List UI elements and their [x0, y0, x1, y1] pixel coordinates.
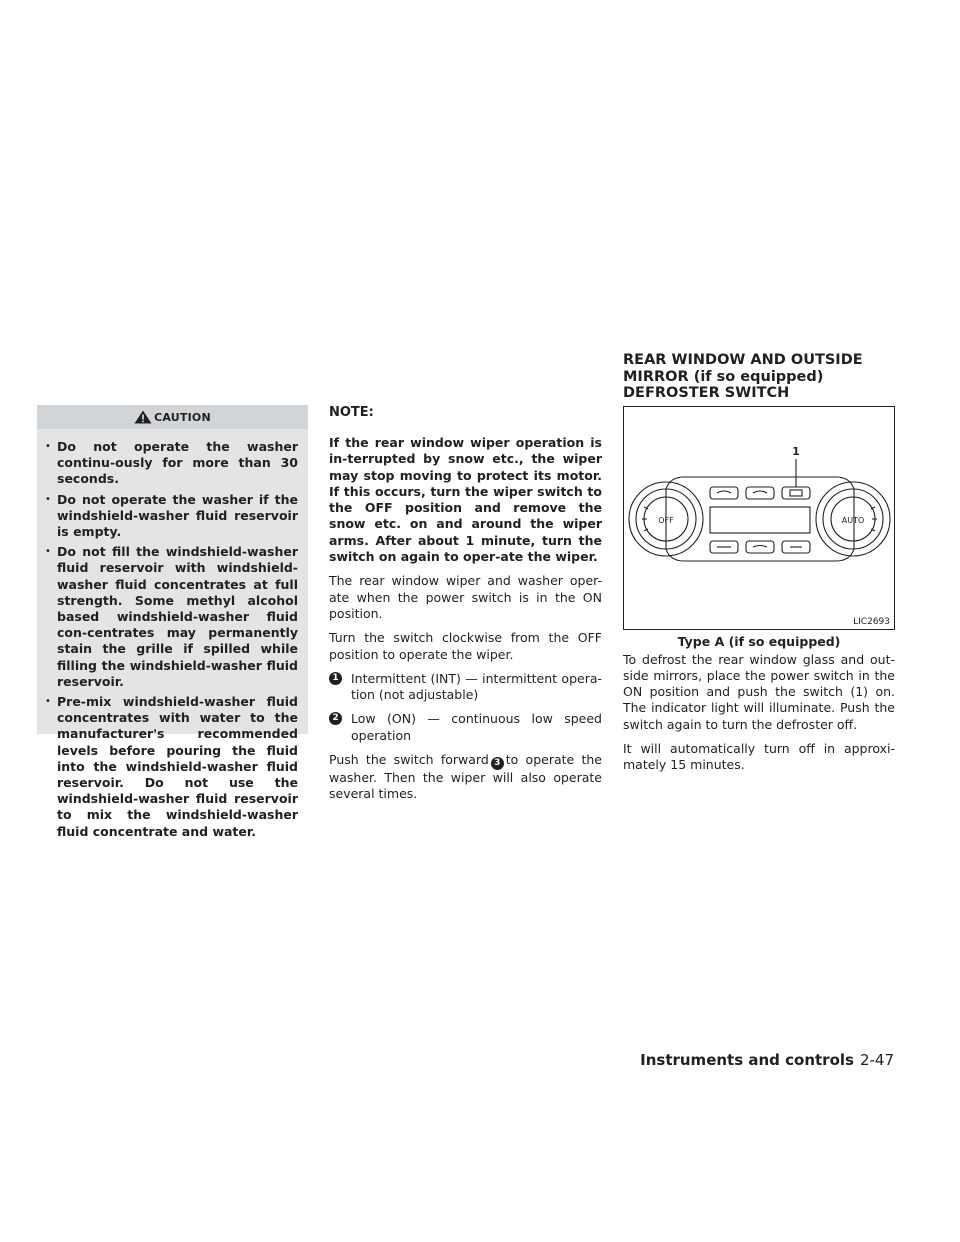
right-knob-label: AUTO	[841, 515, 865, 525]
numbered-item-text: Low (ON) — continuous low speed operation	[351, 711, 602, 743]
footer-section-name: Instruments and controls	[640, 1051, 854, 1069]
push-switch-paragraph	[329, 752, 602, 803]
turn-switch-paragraph: Turn the switch clockwise from the OFF position to operate the wiper.	[329, 630, 602, 662]
callout-number: 1	[792, 444, 800, 458]
note-body: If the rear window wiper operation is in-terrupted by snow etc., the wiper may stop moving to protect its motor. If this occurs, turn the wiper switch to the OFF position and remove the snow etc. on and around the wiper arms. After about 1 minute, turn the switch on again to oper-ate the wiper.	[329, 435, 602, 565]
numbered-item	[329, 671, 602, 704]
section-title-line: REAR WINDOW AND OUTSIDE	[623, 352, 863, 368]
defroster-switch-figure	[623, 406, 895, 630]
defrost-paragraph: To defrost the rear window glass and out-side mirrors, place the power switch in the ON position and push the switch (1) on. The indicator light will illuminate. Push the switch again to turn the defroster off.	[623, 651, 895, 732]
caution-title: CAUTION	[154, 410, 211, 424]
right-column	[623, 352, 895, 782]
note-label: NOTE:	[329, 405, 374, 420]
warning-triangle-icon	[134, 410, 152, 424]
page-number: 2-47	[859, 1051, 894, 1069]
caution-header	[37, 405, 308, 429]
number-badge: 3	[491, 757, 504, 770]
caution-list	[37, 429, 308, 840]
caution-item: • Do not operate the washer if the windshield-washer fluid reservoir is empty.	[57, 492, 298, 541]
section-title-line: DEFROSTER SWITCH	[623, 385, 790, 401]
push-text-after: to operate the washer. Then the wiper will also operate several times.	[329, 752, 602, 802]
caution-item: • Do not operate the washer continu-ously for more than 30 seconds.	[57, 439, 298, 488]
numbered-item-text: Intermittent (INT) — intermittent opera-tion (not adjustable)	[351, 670, 602, 703]
number-badge: 2	[329, 712, 342, 725]
caution-item: • Pre-mix windshield-washer fluid concentrates with water to the manufacturer's recommended levels before pouring the fluid into the windshield-washer fluid reservoir. Do not use the windshield-washer fluid reservoir to mix the windshield-washer fluid concentrate and water.	[57, 694, 298, 840]
middle-column	[329, 405, 602, 811]
figure-caption: Type A (if so equipped)	[677, 633, 841, 649]
number-badge: 1	[329, 672, 342, 685]
auto-off-paragraph: It will automatically turn off in approxi-mately 15 minutes.	[623, 740, 895, 773]
push-text-before: Push the switch forward	[329, 752, 489, 768]
section-title	[623, 352, 895, 402]
climate-panel-illustration	[624, 407, 894, 629]
section-title-line: MIRROR (if so equipped)	[623, 368, 824, 385]
numbered-item	[329, 711, 602, 744]
left-column	[37, 405, 308, 839]
page-footer	[640, 1051, 894, 1069]
power-switch-paragraph: The rear window wiper and washer oper-ate when the power switch is in the ON position.	[329, 573, 602, 621]
caution-box	[37, 405, 308, 839]
figure-code: LIC2693	[853, 616, 890, 627]
caution-item: • Do not fill the windshield-washer fluid reservoir with windshield-washer fluid concentrates at full strength. Some methyl alcohol based windshield-washer fluid con-centrates may permanently stain the grille if spilled while filling the windshield-washer fluid reservoir.	[57, 544, 298, 690]
left-knob-label: OFF	[658, 515, 674, 525]
